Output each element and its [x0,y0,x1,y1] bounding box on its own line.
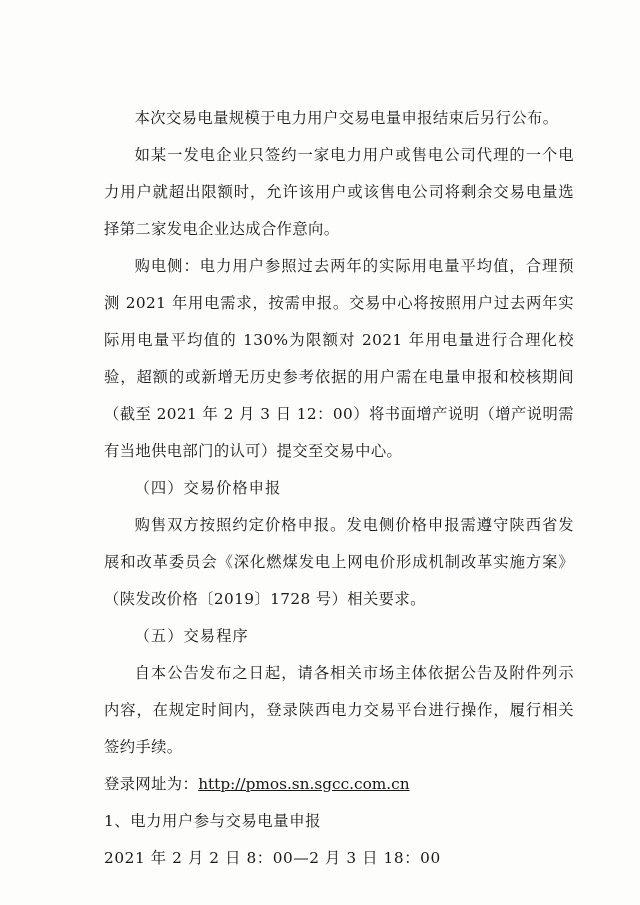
list-item-user-declaration: 1、电力用户参与交易电量申报 [104,812,321,830]
paragraph-quota-rule: 如某一发电企业只签约一家电力用户或售电公司代理的一个电力用户就超出限额时，允许该用户或该售电公司将剩余交易电量选择第二家发电企业达成合作意向。 [104,146,574,238]
login-url-label: 登录网址为： [104,775,199,793]
document-body [104,100,574,877]
paragraph-price-declaration: 购售双方按照约定价格申报。发电侧价格申报需遵守陕西省发展和改革委员会《深化燃煤发电上网电价形成机制改革实施方案》（陕发改价格〔2019〕1728 号）相关要求。 [104,516,574,608]
paragraph-scale-notice: 本次交易电量规模于电力用户交易电量申报结束后另行公布。 [134,109,559,127]
paragraph-purchase-side: 购电侧：电力用户参照过去两年的实际用电量平均值，合理预测 2021 年用电需求，按需申报。交易中心将按照用户过去两年实际用电量平均值的 130%为限额对 2021 年用电量进行合理化校验，超额的或新增无历史参考依据的用户需在电量申报和校核期间（截至 2021 年 2 月 3 日 12：00）将书面增产说明（增产说明需有当地供电部门的认可）提交至交易中心。 [104,257,574,460]
heading-price-declaration: （四）交易价格申报 [134,479,282,497]
heading-trade-procedure: （五）交易程序 [134,627,249,645]
paragraph-trade-procedure: 自本公告发布之日起，请各相关市场主体依据公告及附件列示内容，在规定时间内，登录陕西电力交易平台进行操作，履行相关签约手续。 [104,664,574,756]
login-url-link[interactable]: http://pmos.sn.sgcc.com.cn [198,775,410,793]
list-item-user-declaration-time: 2021 年 2 月 2 日 8：00—2 月 3 日 18：00 [104,849,441,867]
login-url-line [104,766,574,803]
